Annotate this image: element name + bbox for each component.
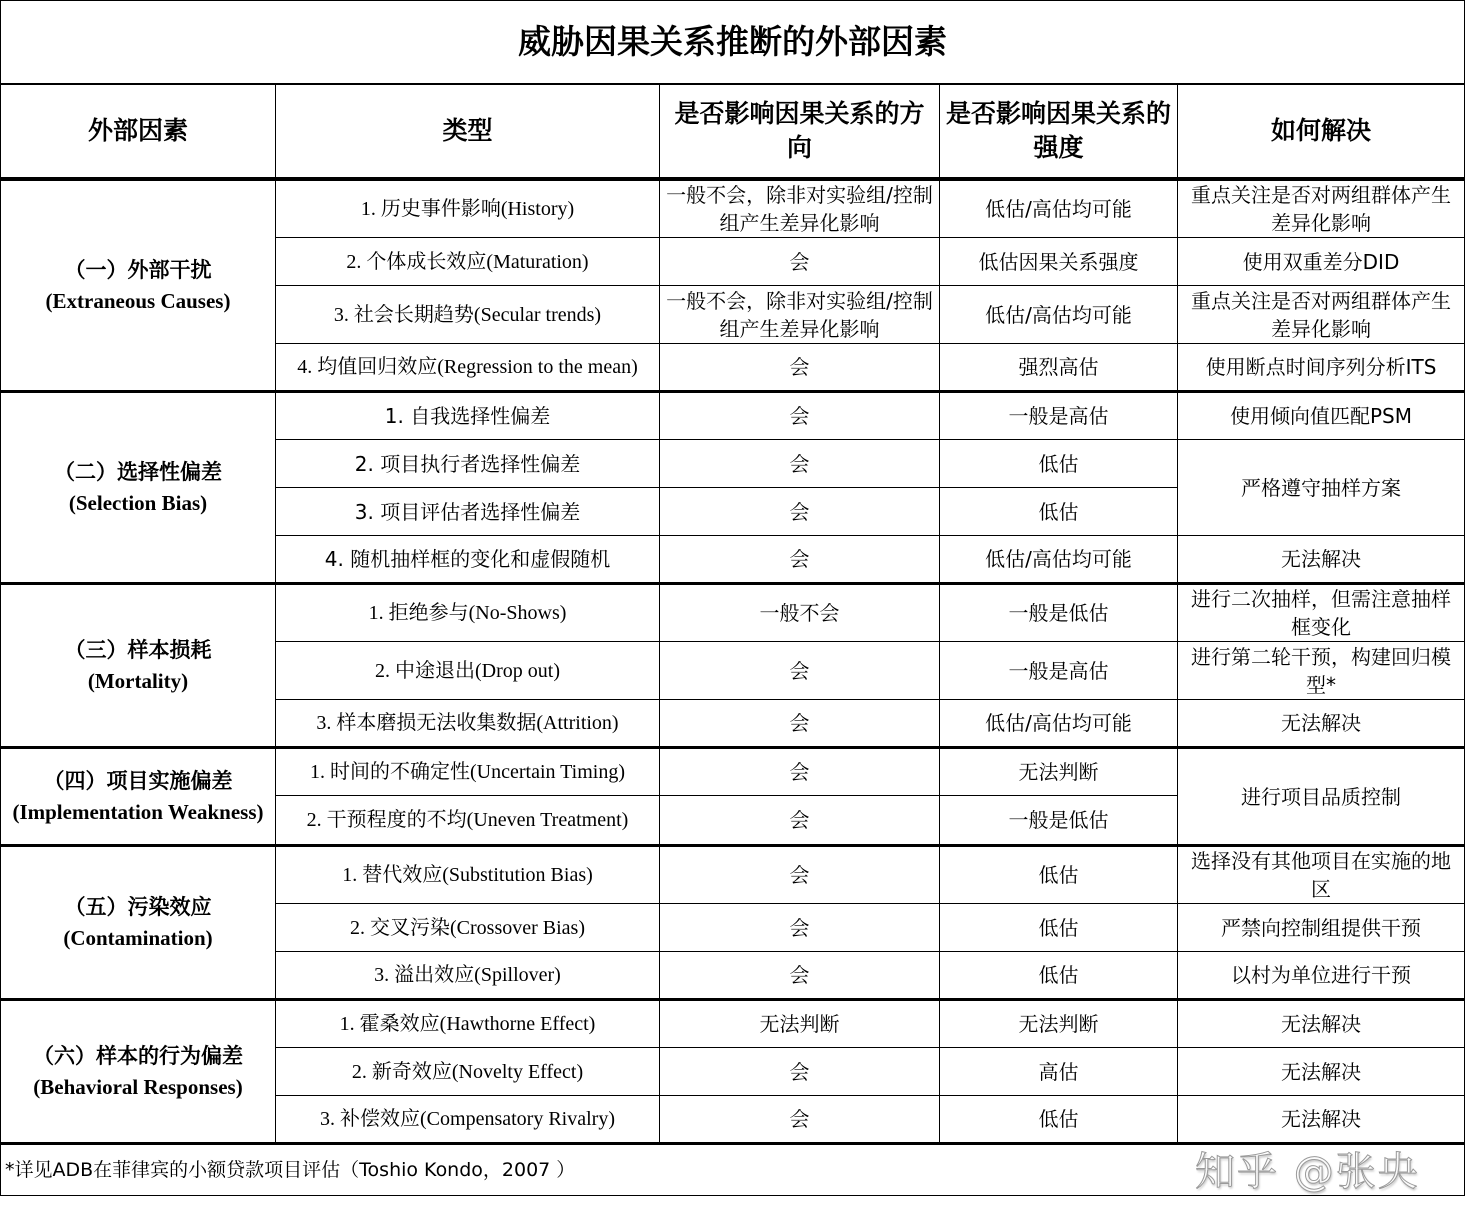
group-en: (Extraneous Causes) [45, 288, 231, 313]
solution-cell: 使用断点时间序列分析ITS [1178, 344, 1465, 392]
strength-cell: 一般是高估 [940, 392, 1178, 440]
direction-cell: 一般不会，除非对实验组/控制组产生差异化影响 [660, 179, 940, 238]
direction-cell: 会 [660, 536, 940, 584]
strength-cell: 低估/高估均可能 [940, 700, 1178, 748]
group-cn: （五）污染效应 [64, 894, 212, 919]
direction-cell: 会 [660, 904, 940, 952]
direction-cell: 会 [660, 796, 940, 846]
type-cell: 2. 干预程度的不均(Uneven Treatment) [276, 796, 660, 846]
group-label-mortality [1, 584, 276, 748]
solution-cell: 进行二次抽样，但需注意抽样框变化 [1178, 584, 1465, 642]
solution-cell: 无法解决 [1178, 1000, 1465, 1048]
strength-cell: 低估/高估均可能 [940, 536, 1178, 584]
strength-cell: 一般是低估 [940, 796, 1178, 846]
type-cell: 1. 替代效应(Substitution Bias) [276, 846, 660, 904]
direction-cell: 会 [660, 642, 940, 700]
type-cell: 1. 霍桑效应(Hawthorne Effect) [276, 1000, 660, 1048]
direction-cell: 一般不会，除非对实验组/控制组产生差异化影响 [660, 286, 940, 344]
header-direction: 是否影响因果关系的方向 [660, 84, 940, 179]
solution-cell: 重点关注是否对两组群体产生差异化影响 [1178, 286, 1465, 344]
table-row [1, 392, 1465, 440]
type-cell: 2. 新奇效应(Novelty Effect) [276, 1048, 660, 1096]
solution-cell: 无法解决 [1178, 1096, 1465, 1144]
direction-cell: 无法判断 [660, 1000, 940, 1048]
solution-cell: 无法解决 [1178, 1048, 1465, 1096]
solution-cell: 无法解决 [1178, 536, 1465, 584]
type-cell: 1. 历史事件影响(History) [276, 179, 660, 238]
solution-cell: 严禁向控制组提供干预 [1178, 904, 1465, 952]
direction-cell: 会 [660, 700, 940, 748]
solution-cell: 进行项目品质控制 [1178, 748, 1465, 846]
group-cn: （三）样本损耗 [64, 637, 212, 662]
strength-cell: 低估 [940, 846, 1178, 904]
strength-cell: 低估 [940, 440, 1178, 488]
direction-cell: 会 [660, 846, 940, 904]
strength-cell: 低估/高估均可能 [940, 286, 1178, 344]
group-en: (Mortality) [87, 668, 189, 693]
header-strength: 是否影响因果关系的强度 [940, 84, 1178, 179]
type-cell: 2. 交叉污染(Crossover Bias) [276, 904, 660, 952]
type-cell: 2. 中途退出(Drop out) [276, 642, 660, 700]
type-cell: 1. 自我选择性偏差 [276, 392, 660, 440]
strength-cell: 一般是低估 [940, 584, 1178, 642]
type-cell: 3. 样本磨损无法收集数据(Attrition) [276, 700, 660, 748]
watermark: 知乎 @张央 [1195, 1149, 1420, 1195]
table-row [1, 748, 1465, 796]
strength-cell: 低估 [940, 488, 1178, 536]
table-row [1, 846, 1465, 904]
strength-cell: 低估因果关系强度 [940, 238, 1178, 286]
group-en: (Selection Bias) [68, 490, 208, 515]
strength-cell: 一般是高估 [940, 642, 1178, 700]
strength-cell: 低估/高估均可能 [940, 179, 1178, 238]
direction-cell: 会 [660, 440, 940, 488]
type-cell: 3. 溢出效应(Spillover) [276, 952, 660, 1000]
strength-cell: 无法判断 [940, 748, 1178, 796]
group-cn: （四）项目实施偏差 [43, 768, 233, 793]
group-en: (Implementation Weakness) [12, 799, 264, 824]
header-solution: 如何解决 [1178, 84, 1465, 179]
type-cell: 2. 项目执行者选择性偏差 [276, 440, 660, 488]
strength-cell: 强烈高估 [940, 344, 1178, 392]
type-cell: 2. 个体成长效应(Maturation) [276, 238, 660, 286]
table-row [1, 179, 1465, 238]
table-row [1, 584, 1465, 642]
solution-cell: 严格遵守抽样方案 [1178, 440, 1465, 536]
group-cn: （六）样本的行为偏差 [33, 1043, 243, 1068]
table-title: 威胁因果关系推断的外部因素 [1, 1, 1465, 85]
footnote: *详见ADB在菲律宾的小额贷款项目评估（Toshio Kondo，2007 ） [1, 1144, 1465, 1196]
type-cell: 1. 时间的不确定性(Uncertain Timing) [276, 748, 660, 796]
direction-cell: 会 [660, 748, 940, 796]
strength-cell: 高估 [940, 1048, 1178, 1096]
solution-cell: 无法解决 [1178, 700, 1465, 748]
solution-cell: 以村为单位进行干预 [1178, 952, 1465, 1000]
direction-cell: 一般不会 [660, 584, 940, 642]
header-factor: 外部因素 [1, 84, 276, 179]
strength-cell: 低估 [940, 952, 1178, 1000]
solution-cell: 使用倾向值匹配PSM [1178, 392, 1465, 440]
group-label-implementation [1, 748, 276, 846]
solution-cell: 重点关注是否对两组群体产生差异化影响 [1178, 179, 1465, 238]
direction-cell: 会 [660, 1096, 940, 1144]
group-label-selection [1, 392, 276, 584]
direction-cell: 会 [660, 344, 940, 392]
type-cell: 3. 补偿效应(Compensatory Rivalry) [276, 1096, 660, 1144]
solution-cell: 选择没有其他项目在实施的地区 [1178, 846, 1465, 904]
header-type: 类型 [276, 84, 660, 179]
group-label-contamination [1, 846, 276, 1000]
group-en: (Contamination) [63, 925, 213, 950]
group-label-behavioral [1, 1000, 276, 1144]
type-cell: 4. 均值回归效应(Regression to the mean) [276, 344, 660, 392]
type-cell: 3. 社会长期趋势(Secular trends) [276, 286, 660, 344]
direction-cell: 会 [660, 238, 940, 286]
table-row [1, 1000, 1465, 1048]
type-cell: 3. 项目评估者选择性偏差 [276, 488, 660, 536]
type-cell: 1. 拒绝参与(No-Shows) [276, 584, 660, 642]
strength-cell: 低估 [940, 904, 1178, 952]
type-cell: 4. 随机抽样框的变化和虚假随机 [276, 536, 660, 584]
direction-cell: 会 [660, 488, 940, 536]
strength-cell: 低估 [940, 1096, 1178, 1144]
direction-cell: 会 [660, 952, 940, 1000]
group-cn: （二）选择性偏差 [54, 459, 222, 484]
solution-cell: 进行第二轮干预，构建回归模型* [1178, 642, 1465, 700]
group-label-extraneous [1, 179, 276, 392]
group-en: (Behavioral Responses) [33, 1074, 243, 1099]
strength-cell: 无法判断 [940, 1000, 1178, 1048]
direction-cell: 会 [660, 392, 940, 440]
solution-cell: 使用双重差分DID [1178, 238, 1465, 286]
group-cn: （一）外部干扰 [64, 257, 212, 282]
direction-cell: 会 [660, 1048, 940, 1096]
